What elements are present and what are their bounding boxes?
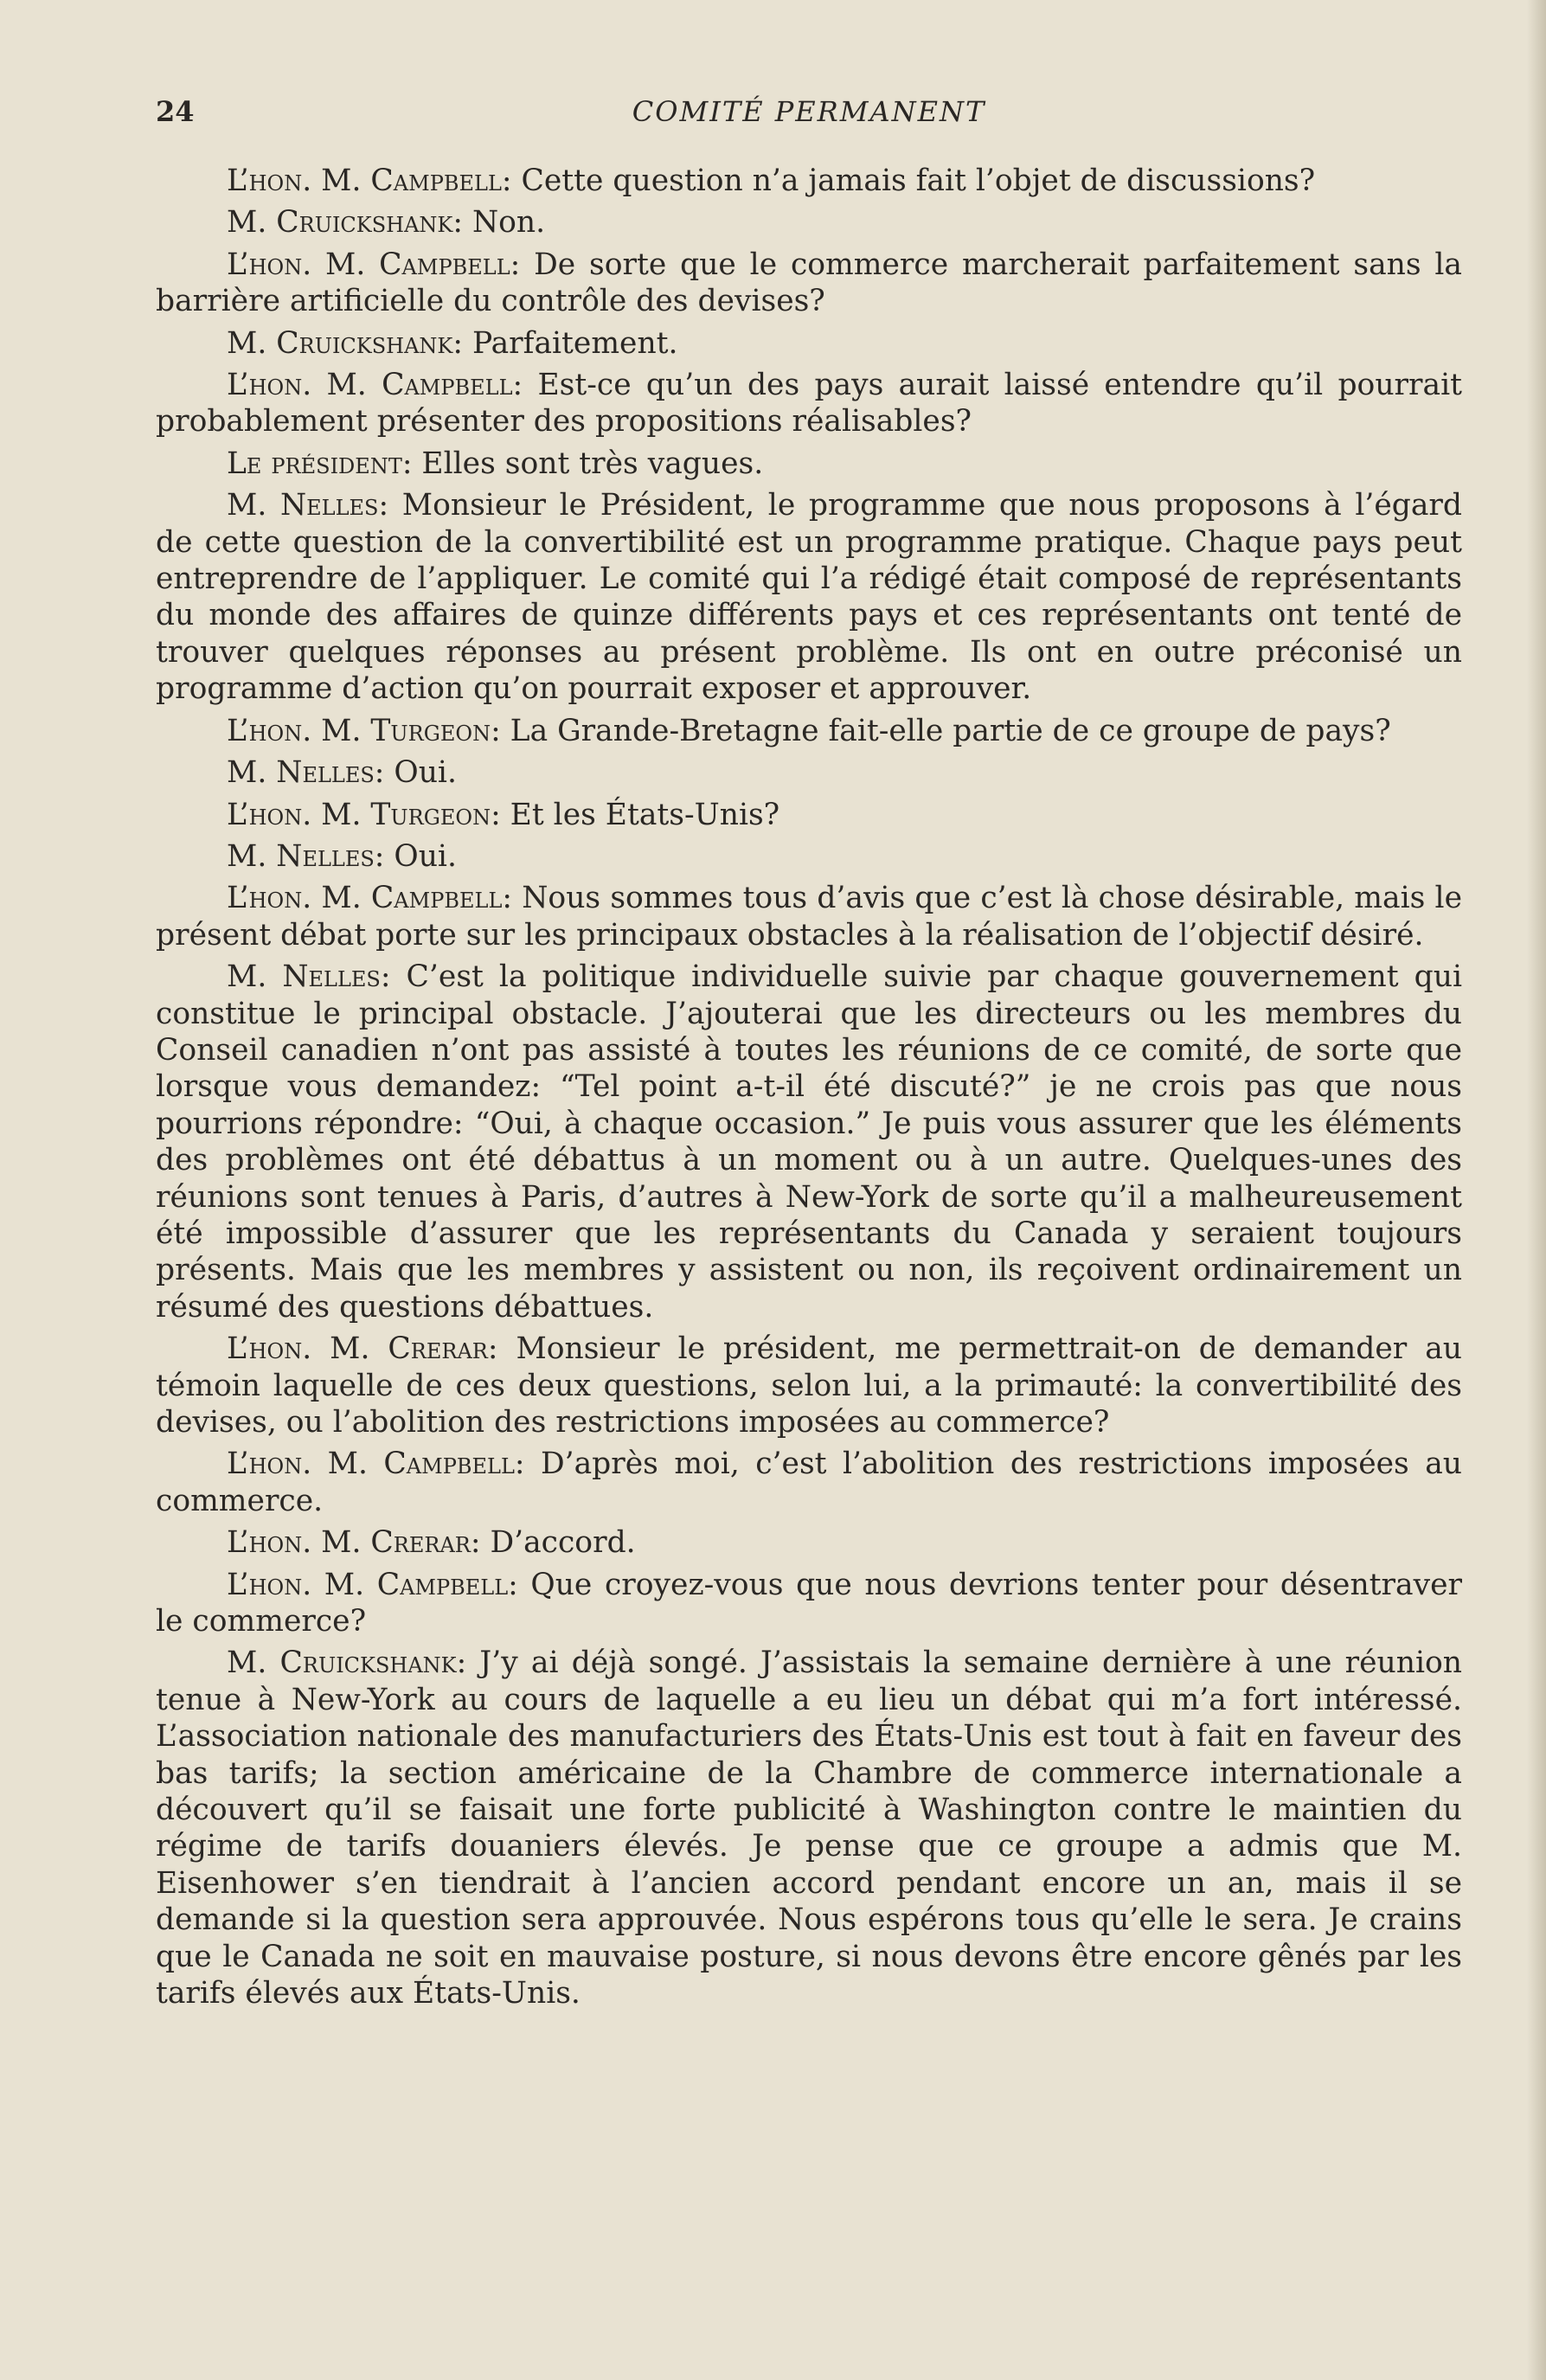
paragraph-text: Non. <box>462 205 546 241</box>
speaker-name: L’hon. M. Turgeon: <box>227 797 501 832</box>
paragraph <box>156 1567 1462 1640</box>
paragraph-text: Monsieur le Président, le programme que nous proposons à l’égard de cette question de la convertibilité est un programme pratique. Chaque pays peut entreprendre de l’appliquer. Le comité qui l’a rédigé était composé de représentants du monde des affaires de quinze différents pays et ces représentants ont tenté de trouver quelques réponses au présent problème. Ils ont en outre préconisé un programme d’action qu’on pourrait exposer et approuver. <box>156 488 1462 707</box>
speaker-name: M. Cruickshank: <box>227 205 463 241</box>
paragraph-text: Et les États-Unis? <box>500 797 780 832</box>
paragraph-text: Parfaitement. <box>462 325 678 361</box>
speaker-name: M. Cruickshank: <box>227 1645 467 1681</box>
paragraph <box>156 797 1462 833</box>
paragraph <box>156 838 1462 875</box>
paragraph <box>156 163 1462 199</box>
speaker-name: L’hon. M. Turgeon: <box>227 713 501 748</box>
transcript-body <box>156 163 1462 2018</box>
paragraph-text: C’est la politique individuelle suivie par chaque gouvernement qui constitue le principal obstacle. J’ajouterai que les directeurs ou les membres du Conseil canadien n’ont pas assisté à toutes les réunions de ce comité, de sorte que lorsque vous demandez: “Tel point a-t-il été discuté?” je ne crois pas que nous pourrions répondre: “Oui, à chaque occasion.” Je puis vous assurer que les éléments des problèmes ont été débattus à un moment ou à un autre. Quelques-unes des réunions sont tenues à Paris, d’autres à New-York de sorte qu’il a malheureusement été impossible d’assurer que les représentants du Canada y seraient toujours présents. Mais que les membres y assistent ou non, ils reçoivent ordinairement un résumé des questions débattues. <box>156 959 1462 1325</box>
speaker-name: M. Nelles: <box>227 959 391 995</box>
paragraph-text: Est-ce qu’un des pays aurait laissé entendre qu’il pourrait probablement présenter des propositions réalisables? <box>156 368 1462 439</box>
page-edge-shadow <box>1527 0 1546 2380</box>
running-head: COMITÉ PERMANENT <box>632 95 986 128</box>
speaker-name: M. Nelles: <box>227 755 385 791</box>
speaker-name: L’hon. M. Campbell: <box>227 881 513 916</box>
speaker-name: L’hon. M. Crerar: <box>227 1331 498 1367</box>
speaker-name: Le président: <box>227 446 413 481</box>
paragraph-text: J’y ai déjà songé. J’assistais la semaine dernière à une réunion tenue à New-York au cours de laquelle a eu lieu un débat qui m’a fort intéressé. L’association nationale des manufacturiers des États-Unis est tout à fait en faveur des bas tarifs; la section américaine de la Chambre de commerce internationale a découvert qu’il se faisait une forte publicité à Washington contre le maintien du régime de tarifs douaniers élevés. Je pense que ce groupe a admis que M. Eisenhower s’en tiendrait à l’ancien accord pendant encore un an, mais il se demande si la question sera approuvée. Nous espérons tous qu’elle le sera. Je crains que le Canada ne soit en mauvaise posture, si nous devons être encore gênés par les tarifs élevés aux États-Unis. <box>156 1645 1462 2011</box>
speaker-name: L’hon. M. Campbell: <box>227 1447 525 1482</box>
paragraph <box>156 959 1462 1325</box>
paragraph <box>156 1645 1462 2011</box>
speaker-name: M. Nelles: <box>227 838 385 874</box>
paragraph <box>156 1524 1462 1561</box>
speaker-name: L’hon. M. Campbell: <box>227 1567 518 1602</box>
paragraph-text: Nous sommes tous d’avis que c’est là chose désirable, mais le présent débat porte sur les principaux obstacles à la réalisation de l’objectif désiré. <box>156 881 1462 953</box>
paragraph-text: Oui. <box>384 755 457 791</box>
paragraph <box>156 1446 1462 1519</box>
paragraph <box>156 446 1462 482</box>
paragraph <box>156 367 1462 440</box>
paragraph-text: Que croyez-vous que nous devrions tenter pour désentraver le commerce? <box>156 1567 1462 1639</box>
paragraph-text: D’après moi, c’est l’abolition des restrictions imposées au commerce. <box>156 1447 1462 1518</box>
paragraph <box>156 487 1462 707</box>
speaker-name: L’hon. M. Crerar: <box>227 1525 481 1561</box>
paragraph-text: Elles sont très vagues. <box>412 446 764 481</box>
paragraph-text: De sorte que le commerce marcherait parfaitement sans la barrière artificielle du contrôle des devises? <box>156 247 1462 319</box>
paragraph <box>156 325 1462 362</box>
speaker-name: M. Cruickshank: <box>227 325 463 361</box>
paragraph-text: La Grande-Bretagne fait-elle partie de ce groupe de pays? <box>500 713 1391 748</box>
paragraph-text: Cette question n’a jamais fait l’objet de discussions? <box>511 164 1316 198</box>
paragraph <box>156 713 1462 749</box>
speaker-name: M. Nelles: <box>227 488 389 523</box>
paragraph <box>156 247 1462 320</box>
page-header <box>156 95 1462 133</box>
paragraph <box>156 1331 1462 1440</box>
page-number: 24 <box>156 95 195 128</box>
paragraph <box>156 204 1462 241</box>
paragraph-text: D’accord. <box>480 1525 636 1561</box>
paragraph-text: Oui. <box>384 838 457 874</box>
paragraph <box>156 880 1462 953</box>
paragraph <box>156 754 1462 791</box>
paragraph-text: Monsieur le président, me permettrait-on de demander au témoin laquelle de ces deux questions, selon lui, a la primauté: la convertibilité des devises, ou l’abolition des restrictions imposées au commerce? <box>156 1331 1462 1440</box>
speaker-name: L’hon. M. Campbell: <box>227 247 521 282</box>
speaker-name: L’hon. M. Campbell: <box>227 164 512 198</box>
speaker-name: L’hon. M. Campbell: <box>227 368 523 403</box>
